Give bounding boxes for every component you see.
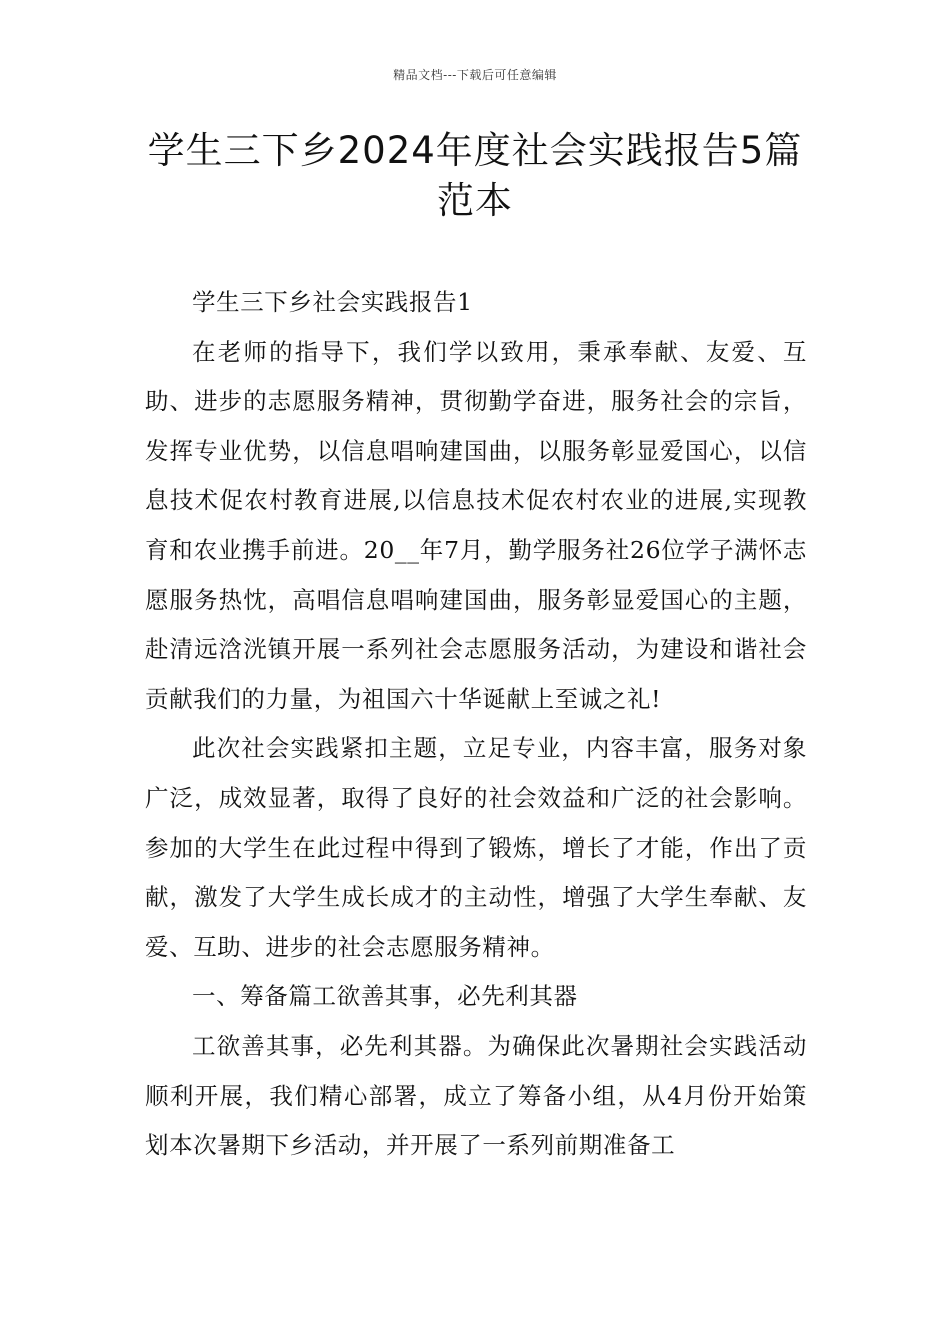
document-title: 学生三下乡2024年度社会实践报告5篇范本 — [147, 129, 803, 222]
paragraph: 工欲善其事，必先利其器。为确保此次暑期社会实践活动顺利开展，我们精心部署，成立了筹备小组，从4月份开始策划本次暑期下乡活动，并开展了一系列前期准备工 — [145, 1031, 807, 1160]
section-heading: 一、筹备篇工欲善其事，必先利其器 — [192, 982, 578, 1011]
header-note: 精品文档---下载后可任意编辑 — [393, 68, 557, 82]
paragraph: 此次社会实践紧扣主题，立足专业，内容丰富，服务对象广泛，成效显著，取得了良好的社会效益和广泛的社会影响。参加的大学生在此过程中得到了锻炼，增长了才能，作出了贡献，激发了大学生成长成才的主动性，增强了大学生奉献、友爱、互助、进步的社会志愿服务精神。 — [145, 734, 807, 961]
document-body — [145, 278, 807, 1171]
paragraph: 在老师的指导下，我们学以致用，秉承奉献、友爱、互助、进步的志愿服务精神，贯彻勤学奋进，服务社会的宗旨，发挥专业优势，以信息唱响建国曲，以服务彰显爱国心，以信息技术促农村教育进展,以信息技术促农村农业的进展,实现教育和农业携手前进。20__年7月，勤学服务社26位学子满怀志愿服务热忱，高唱信息唱响建国曲，服务彰显爱国心的主题，赴清远浛洸镇开展一系列社会志愿服务活动，为建设和谐社会贡献我们的力量，为祖国六十华诞献上至诚之礼! — [145, 337, 807, 713]
section-heading: 学生三下乡社会实践报告1 — [192, 288, 473, 316]
